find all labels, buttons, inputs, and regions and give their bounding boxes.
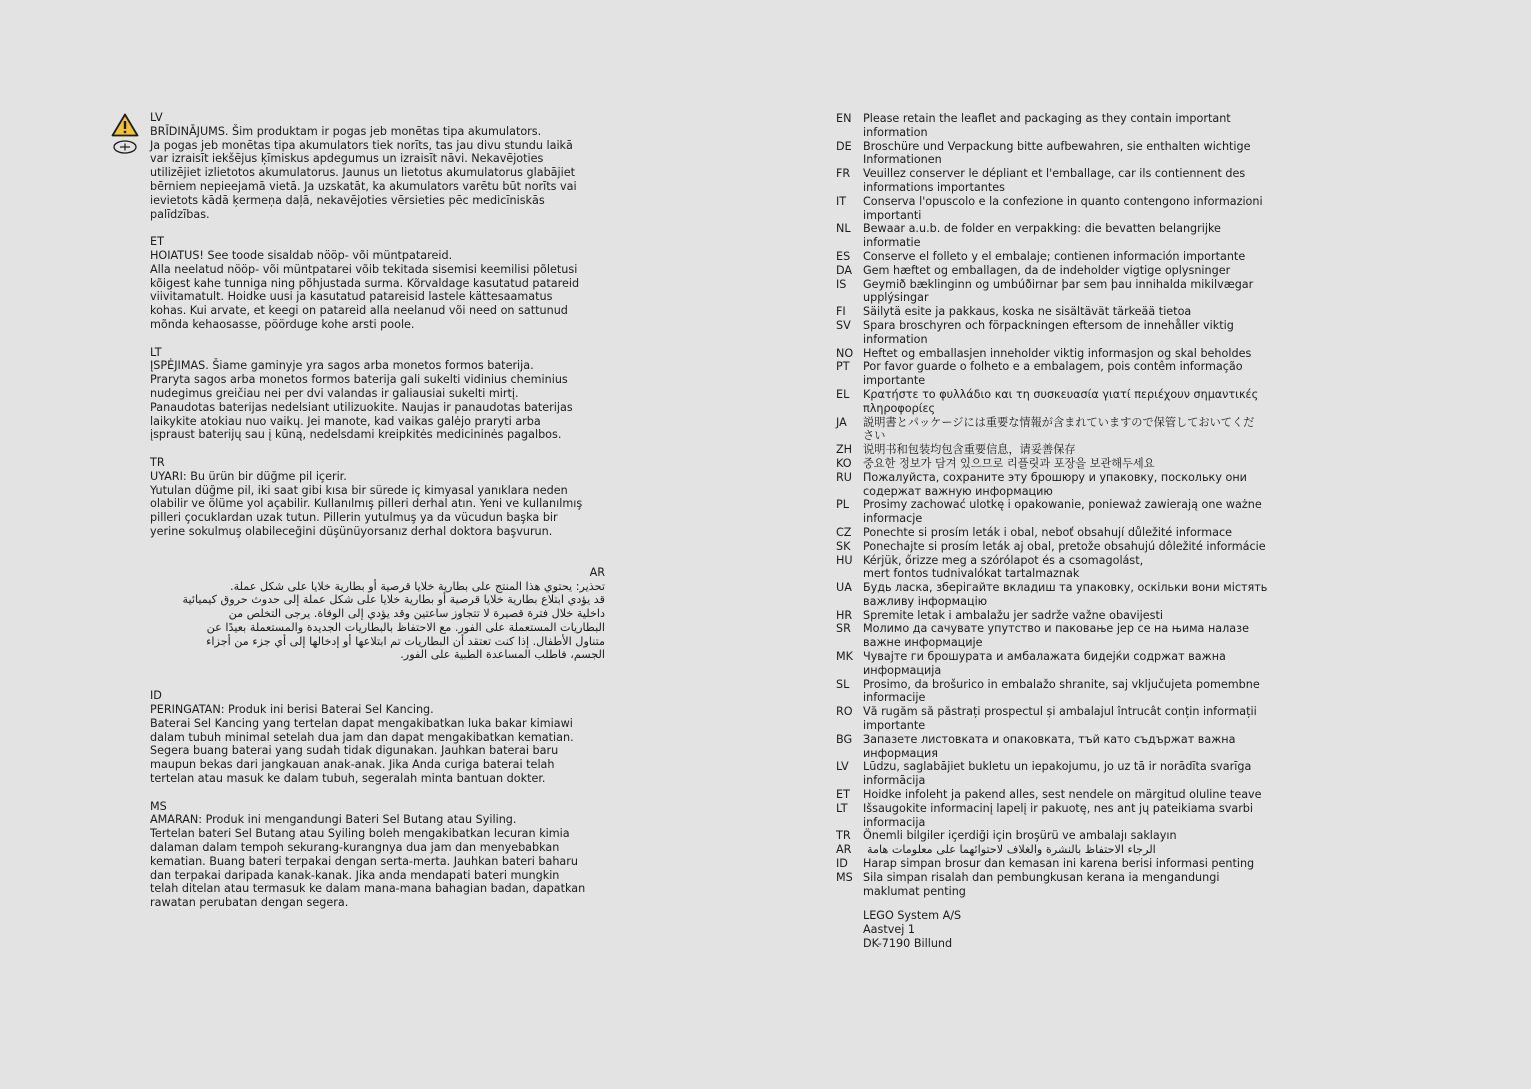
lang-row-ms xyxy=(836,871,1296,899)
lang-code: HU xyxy=(836,553,853,567)
lang-code: SK xyxy=(836,539,851,553)
lang-row-cz xyxy=(836,526,1296,540)
lang-row-sv xyxy=(836,319,1296,347)
warning-section-ar xyxy=(150,566,605,663)
lang-row-lt xyxy=(836,802,1296,830)
lang-row-en xyxy=(836,112,1296,140)
lang-row-ar xyxy=(836,843,1296,857)
section-title: AMARAN: Produk ini mengandungi Bateri Sel Butang atau Syiling. xyxy=(150,813,517,827)
lang-code: FI xyxy=(836,305,846,319)
lang-code: DA xyxy=(836,263,853,277)
lang-code: LV xyxy=(836,760,849,774)
lang-text: Sila simpan risalah dan pembungkusan kerana ia mengandungi maklumat penting xyxy=(863,870,1220,898)
lang-code: ID xyxy=(836,857,848,871)
lang-text: Запазете листовката и опаковката, тъй като съдържат важна информация xyxy=(863,732,1236,760)
warning-triangle-icon xyxy=(111,113,139,137)
lang-code: AR xyxy=(836,843,852,857)
lang-row-zh xyxy=(836,443,1296,457)
lang-code: EN xyxy=(836,112,852,125)
lang-text: Išsaugokite informacinį lapelį ir pakuotę, nes ant jų pateikiama svarbi informacija xyxy=(863,801,1254,829)
lang-text: Heftet og emballasjen inneholder viktig informasjon og skal beholdes xyxy=(863,346,1252,360)
lang-text: Vă rugăm să păstrați prospectul și ambalajul întrucât conțin informații importante xyxy=(863,705,1257,733)
lang-text: Ponechajte si prosím leták aj obal, pretože obsahujú dôležité informácie xyxy=(863,539,1266,553)
warning-section-et xyxy=(150,235,610,332)
section-body: Ja pogas jeb monētas tipa akumulators tiek norīts, tas jau divu stundu laikā var izraisīt iekšējus ķīmiskus apdegumus un izraisīt nāvi. Nekavējoties utilizējiet izlietotos akumulatorus. Jaunus un lietotus akumulatorus glabājiet bērniem nepieejamā vietā. Ja uzskatāt, ka akumulators varētu būt norīts vai ievietots kādā ķermeņa daļā, nekavējoties vērsieties pēc medicīniskās palīdzības. xyxy=(150,138,577,221)
section-body: Baterai Sel Kancing yang tertelan dapat mengakibatkan luka bakar kimiawi dalam tubuh minimal setelah dua jam dan dapat mengakibatkan kematian. Segera buang baterai yang sudah tidak digunakan. Jauhkan baterai baru maupun bekas dari jangkauan anak-anak. Jika Anda curiga baterai telah tertelan atau masuk ke dalam tubuh, segeralah minta bantuan dokter. xyxy=(150,716,574,786)
lang-text: Geymið bæklinginn og umbúðirnar þar sem þau innihalda mikilvægar upplýsingar xyxy=(863,277,1254,305)
lang-code: ES xyxy=(836,249,851,263)
lang-code: IS xyxy=(836,277,847,291)
lang-text: Veuillez conserver le dépliant et l'emballage, car ils contiennent des informations importantes xyxy=(863,167,1246,194)
lang-code: SV xyxy=(836,318,851,332)
lang-row-hr xyxy=(836,609,1296,623)
lang-code: FR xyxy=(836,167,851,181)
lang-text: Ponechte si prosím leták i obal, neboť obsahují důležité informace xyxy=(863,525,1232,539)
lang-text: Будь ласка, зберігайте вкладиш та упаковку, оскільки вони містять важливу інформацію xyxy=(863,581,1268,608)
lang-row-sk xyxy=(836,540,1296,554)
lang-text: Kérjük, őrizze meg a szórólapot és a csomagolást, mert fontos tudnivalókat tartalmaznak xyxy=(863,553,1144,581)
section-lang-code: MS xyxy=(150,799,167,813)
battery-warnings-column xyxy=(150,111,610,924)
lang-code: BG xyxy=(836,732,853,746)
lang-text: Hoidke infoleht ja pakend alles, sest nendele on märgitud oluline teave xyxy=(863,788,1262,802)
lang-row-tr xyxy=(836,829,1296,843)
lang-text: الرجاء الاحتفاظ بالنشرة والغلاف لاحتوائهما على معلومات هامة xyxy=(867,843,1156,857)
lang-code: ET xyxy=(836,788,850,802)
warning-section-tr xyxy=(150,456,610,539)
lang-text: Harap simpan brosur dan kemasan ini karena berisi informasi penting xyxy=(863,857,1255,871)
lang-row-ru xyxy=(836,471,1296,499)
section-title: ĮSPĖJIMAS. Šiame gaminyje yra sagos arba monetos formos baterija. xyxy=(150,359,534,373)
section-body: Yutulan düğme pil, iki saat gibi kısa bir sürede iç kimyasal yanıklara neden olabilir ve ölüme yol açabilir. Kullanılmış pilleri derhal atın. Yeni ve kullanılmış pilleri çocuklardan uzak tutun. Pillerin yutulmuş ya da vücudun başka bir yerine sokulmuş olabileceğini düşünüyorsanız derhal doktora başvurun. xyxy=(150,483,583,538)
lang-code: MK xyxy=(836,650,853,664)
section-title: HOIATUS! See toode sisaldab nööp- või müntpatareid. xyxy=(150,248,453,262)
warning-section-lt xyxy=(150,346,610,443)
lang-code: UA xyxy=(836,581,852,595)
lang-code: NO xyxy=(836,346,854,360)
lang-row-pl xyxy=(836,498,1296,526)
lang-code: NL xyxy=(836,222,851,236)
lang-code: RU xyxy=(836,470,852,484)
section-lang-code: TR xyxy=(150,455,165,469)
lang-text: Bewaar a.u.b. de folder en verpakking: die bevatten belangrijke informatie xyxy=(863,222,1221,250)
section-lang-code: ID xyxy=(150,689,162,703)
lang-text: Чувајте ги брошурата и амбалажата бидејќи содржат важна информација xyxy=(863,650,1226,677)
warning-icons xyxy=(111,113,139,155)
lang-text: Молимо да сачувате упутство и паковање јер се на њима налазе важне информације xyxy=(863,622,1249,650)
lang-row-ro xyxy=(836,705,1296,733)
section-body: Praryta sagos arba monetos formos baterija gali sukelti vidinius cheminius nudegimus greičiau nei per dvi valandas ir galiausiai sukelti mirtį. Panaudotas baterijas nedelsiant utilizuokite. Naujas ir panaudotas baterijas laikykite atokiau nuo vaikų. Jei manote, kad vaikas galėjo praryti arba įspraust baterijų sau į kūną, nedelsdami kreipkitės medicininės pagalbos. xyxy=(150,373,573,442)
lang-row-bg xyxy=(836,733,1296,761)
lang-code: HR xyxy=(836,608,853,622)
section-lang-code: AR xyxy=(589,565,605,579)
lang-row-ko xyxy=(836,457,1296,471)
section-lang-code: LT xyxy=(150,345,162,359)
warning-section-lv xyxy=(150,111,610,221)
lang-text: Κρατήστε το φυλλάδιο και τη συσκευασία γιατί περιέχουν σημαντικές πληροφορίες xyxy=(863,387,1259,415)
lang-code: JA xyxy=(836,415,847,429)
lang-text: Säilytä esite ja pakkaus, koska ne sisältävät tärkeää tietoa xyxy=(863,305,1192,319)
company-address: LEGO System A/S Aastvej 1 DK-7190 Billund xyxy=(863,909,962,951)
lang-code: RO xyxy=(836,705,853,719)
lang-code: IT xyxy=(836,194,847,208)
section-title: UYARI: Bu ürün bir düğme pil içerir. xyxy=(150,469,347,483)
lang-code: MS xyxy=(836,870,853,884)
section-body: Tertelan bateri Sel Butang atau Syiling boleh mengakibatkan lecuran kimia dalaman dalam tempoh sekurang-kurangnya dua jam dan menyebabkan kematian. Buang bateri terpakai dengan serta-merta. Jauhkan bateri baharu dan terpakai daripada kanak-kanak. Jika anda mendapati bateri mungkin telah ditelan atau termasuk ke dalam mana-mana bahagian badan, dapatkan rawatan perubatan dengan segera. xyxy=(150,827,586,910)
lang-code: PT xyxy=(836,360,850,374)
lang-code: KO xyxy=(836,456,852,470)
lang-row-lv xyxy=(836,760,1296,788)
lang-row-no xyxy=(836,347,1296,361)
lang-text: Please retain the leaflet and packaging as they contain important information xyxy=(863,112,1231,139)
lang-text: Пожалуйста, сохраните эту брошюру и упаковку, поскольку они содержат важную информацию xyxy=(863,470,1247,498)
lang-row-ja xyxy=(836,416,1296,444)
lang-code: EL xyxy=(836,387,850,401)
lang-row-fr xyxy=(836,167,1296,195)
section-lang-code: ET xyxy=(150,235,164,249)
lang-row-hu xyxy=(836,554,1296,582)
section-body: قد يؤدي ابتلاع بطارية خلايا قرصية أو بطارية خلايا على شكل عملة إلى حدوث حروق كيميائية داخلية خلال فترة قصيرة لا تتجاوز ساعتين وقد يؤدي إلى الوفاة. يرجى التخلص من البطاريات المستعملة على الفور. مع الاحتفاظ بالبطاريات الجديدة والمستعملة بعيدًا عن متناول الأطفال. إذا كنت تعتقد أن البطاريات تم ابتلاعها أو إدخالها إلى أي جزء من أجزاء الجسم، فاطلب المساعدة الطبية على الفور. xyxy=(182,593,605,662)
lang-text: Spara broschyren och förpackningen eftersom de innehåller viktig information xyxy=(863,318,1234,346)
lang-row-it xyxy=(836,195,1296,223)
lang-text: Önemli bilgiler içerdiği için broşürü ve ambalajı saklayın xyxy=(863,829,1177,843)
lang-row-es xyxy=(836,250,1296,264)
lang-code: DE xyxy=(836,139,852,153)
lang-text: 说明书和包装均包含重要信息，请妥善保存 xyxy=(863,443,1076,457)
lang-code: SR xyxy=(836,622,851,636)
warning-section-ms xyxy=(150,800,610,910)
lang-row-nl xyxy=(836,222,1296,250)
lang-row-is xyxy=(836,278,1296,306)
lang-row-pt xyxy=(836,360,1296,388)
lang-row-mk xyxy=(836,650,1296,678)
lang-row-da xyxy=(836,264,1296,278)
lang-code: ZH xyxy=(836,443,853,457)
lang-row-sl xyxy=(836,678,1296,706)
section-title: PERINGATAN: Produk ini berisi Baterai Sel Kancing. xyxy=(150,703,434,717)
lang-text: Prosimy zachować ulotkę i opakowanie, ponieważ zawierają one ważne informacje xyxy=(863,498,1262,526)
lang-row-de xyxy=(836,140,1296,168)
warning-section-id xyxy=(150,689,610,786)
lang-row-id xyxy=(836,857,1296,871)
lang-code: PL xyxy=(836,498,849,512)
lang-code: LT xyxy=(836,801,848,815)
lang-code: SL xyxy=(836,677,850,691)
lang-text: 중요한 정보가 담겨 있으므로 리플릿과 포장을 보관해두세요 xyxy=(863,456,1155,470)
lang-text: Conserva l'opuscolo e la confezione in quanto contengono informazioni importanti xyxy=(863,194,1263,222)
lang-code: TR xyxy=(836,829,851,843)
lang-text: Broschüre und Verpackung bitte aufbewahren, sie enthalten wichtige Informationen xyxy=(863,139,1251,167)
section-title: تحذير: يحتوي هذا المنتج على بطارية خلايا قرصية أو بطارية خلايا على شكل عملة. xyxy=(230,579,605,593)
section-title: BRĪDINĀJUMS. Šim produktam ir pogas jeb monētas tipa akumulators. xyxy=(150,124,542,138)
section-body: Alla neelatud nööp- või müntpatarei võib tekitada sisemisi keemilisi põletusi kõigest kahe tunniga ning põhjustada surma. Kõrvaldage kasutatud patareid viivitamatult. Hoidke uusi ja kasutatud patareisid lastele kättesaamatus kohas. Kui arvate, et keegi on patareid alla neelanud või need on sattunud mõnda kehaosasse, pöörduge kohe arsti poole. xyxy=(150,262,580,331)
lang-row-et xyxy=(836,788,1296,802)
lang-text: Conserve el folleto y el embalaje; contienen información importante xyxy=(863,249,1246,263)
coin-battery-icon xyxy=(111,139,139,155)
lang-code: CZ xyxy=(836,525,852,539)
lang-row-sr xyxy=(836,622,1296,650)
lang-text: Prosimo, da brošurico in embalažo shranite, saj vključujeta pomembne informacije xyxy=(863,677,1260,705)
lang-row-fi xyxy=(836,305,1296,319)
section-lang-code: LV xyxy=(150,111,163,124)
lang-text: Gem hæftet og emballagen, da de indeholder vigtige oplysninger xyxy=(863,263,1231,277)
retain-leaflet-column xyxy=(836,112,1296,951)
lang-text: Spremite letak i ambalažu jer sadrže važne obavijesti xyxy=(863,608,1163,622)
lang-text: 説明書とパッケージには重要な情報が含まれていますので保管しておいてくだ さい xyxy=(863,415,1255,443)
lang-row-el xyxy=(836,388,1296,416)
lang-text: Lūdzu, saglabājiet bukletu un iepakojumu, jo uz tā ir norādīta svarīga informācija xyxy=(863,760,1252,788)
lang-row-ua xyxy=(836,581,1296,609)
lang-text: Por favor guarde o folheto e a embalagem, pois contêm informação importante xyxy=(863,360,1243,388)
